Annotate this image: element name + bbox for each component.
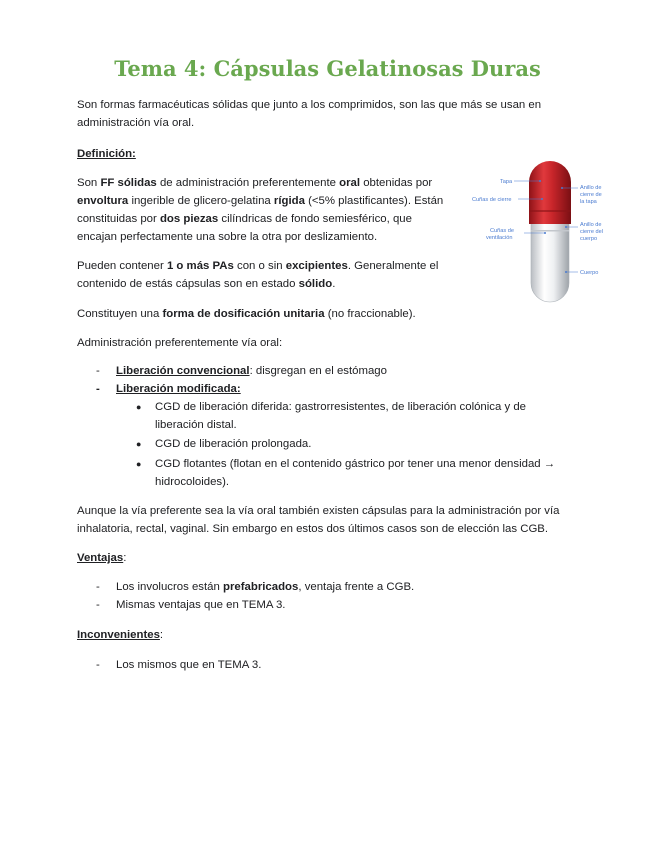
- aunque-line-1: Aunque la vía preferente sea la vía oral también existen cápsulas para la administración por vía: [77, 505, 560, 517]
- ventajas-item-2: Mismas ventajas que en TEMA 3.: [116, 599, 286, 611]
- leader-dot-cunas-ventilacion: [544, 232, 546, 234]
- bullet-1-line-1: CGD de liberación diferida: gastrorresistentes, de liberación colónica y de: [155, 401, 527, 413]
- capsule-cap: [529, 161, 571, 224]
- inconvenientes-heading: Inconvenientes:: [77, 629, 164, 641]
- page-title: Tema 4: Cápsulas Gelatinosas Duras: [114, 56, 541, 81]
- definicion-heading: Definición:: [77, 148, 136, 160]
- bullet-3-line-2: hidrocoloides).: [155, 476, 230, 488]
- bullet-2: ●: [136, 439, 142, 449]
- dash-mod: -: [96, 383, 100, 395]
- ventajas-heading: Ventajas:: [77, 552, 127, 564]
- leader-dot-anillo-tapa: [561, 187, 563, 189]
- definicion-p2-line1: Pueden contener 1 o más PAs con o sin excipientes. Generalmente el: [77, 260, 439, 272]
- liberacion-modificada: Liberación modificada:: [116, 383, 241, 395]
- leader-dot-cunas-cierre: [541, 198, 543, 200]
- ventajas-dash-1: -: [96, 581, 100, 593]
- capsule-cap-ring: [529, 210, 571, 212]
- label-anillo-cuerpo-3: cuerpo: [580, 236, 598, 242]
- capsule-body: [531, 213, 569, 302]
- leader-dot-tapa: [539, 180, 541, 182]
- definicion-p4: Administración preferentemente vía oral:: [77, 337, 283, 349]
- label-anillo-cuerpo-2: cierre del: [580, 229, 604, 235]
- capsule-body-ring: [531, 230, 569, 232]
- definicion-p3: Constituyen una forma de dosificación unitaria (no fraccionable).: [77, 308, 416, 320]
- label-cunas-ventilacion-1: Cuñas de: [490, 228, 514, 234]
- ventajas-item-1: Los involucros están prefabricados, ventaja frente a CGB.: [116, 581, 415, 593]
- bullet-1-line-2: liberación distal.: [155, 419, 237, 431]
- label-anillo-tapa-3: la tapa: [580, 199, 597, 205]
- bullet-3-line-1: CGD flotantes (flotan en el contenido gástrico por tener una menor densidad →: [155, 458, 556, 470]
- inconvenientes-item-1: Los mismos que en TEMA 3.: [116, 659, 262, 671]
- ventajas-dash-2: -: [96, 599, 100, 611]
- aunque-line-2: inhalatoria, rectal, vaginal. Sin embargo en estos dos últimos casos son de elección las CGB.: [77, 523, 549, 535]
- intro-line-1: Son formas farmacéuticas sólidas que junto a los comprimidos, son las que más se usan en: [77, 99, 542, 111]
- label-cuerpo: Cuerpo: [580, 270, 599, 276]
- bullet-3: ●: [136, 459, 142, 469]
- definicion-p1-line1: Son FF sólidas de administración preferentemente oral obtenidas por: [77, 177, 433, 189]
- dash-conv: -: [96, 365, 100, 377]
- label-anillo-cuerpo-1: Anillo de: [580, 222, 602, 228]
- label-anillo-tapa-1: Anillo de: [580, 185, 602, 191]
- liberacion-convencional: Liberación convencional: disgregan en el estómago: [116, 365, 387, 377]
- definicion-p1-line4: encajan perfectamente una sobre la otra por deslizamiento.: [77, 231, 378, 243]
- inconvenientes-dash-1: -: [96, 659, 100, 671]
- intro-line-2: administración vía oral.: [77, 117, 195, 129]
- bullet-1: ●: [136, 402, 142, 412]
- label-cunas-ventilacion-2: ventilación: [486, 235, 513, 241]
- definicion-p1-line2: envoltura ingerible de glicero-gelatina rígida (<5% plastificantes). Están: [77, 195, 444, 207]
- definicion-p1-line3: constituidas por dos piezas cilíndricas de fondo semiesférico, que: [77, 213, 412, 225]
- definicion-p2-line2: contenido de estás cápsulas son en estado sólido.: [77, 278, 336, 290]
- bullet-2-line: CGD de liberación prolongada.: [155, 438, 312, 450]
- label-anillo-tapa-2: cierre de: [580, 192, 602, 198]
- capsule-diagram: [470, 158, 630, 303]
- leader-dot-cuerpo: [565, 271, 567, 273]
- label-cunas-cierre: Cuñas de cierre: [472, 197, 512, 203]
- label-tapa: Tapa: [500, 179, 513, 185]
- leader-dot-anillo-cuerpo: [565, 226, 567, 228]
